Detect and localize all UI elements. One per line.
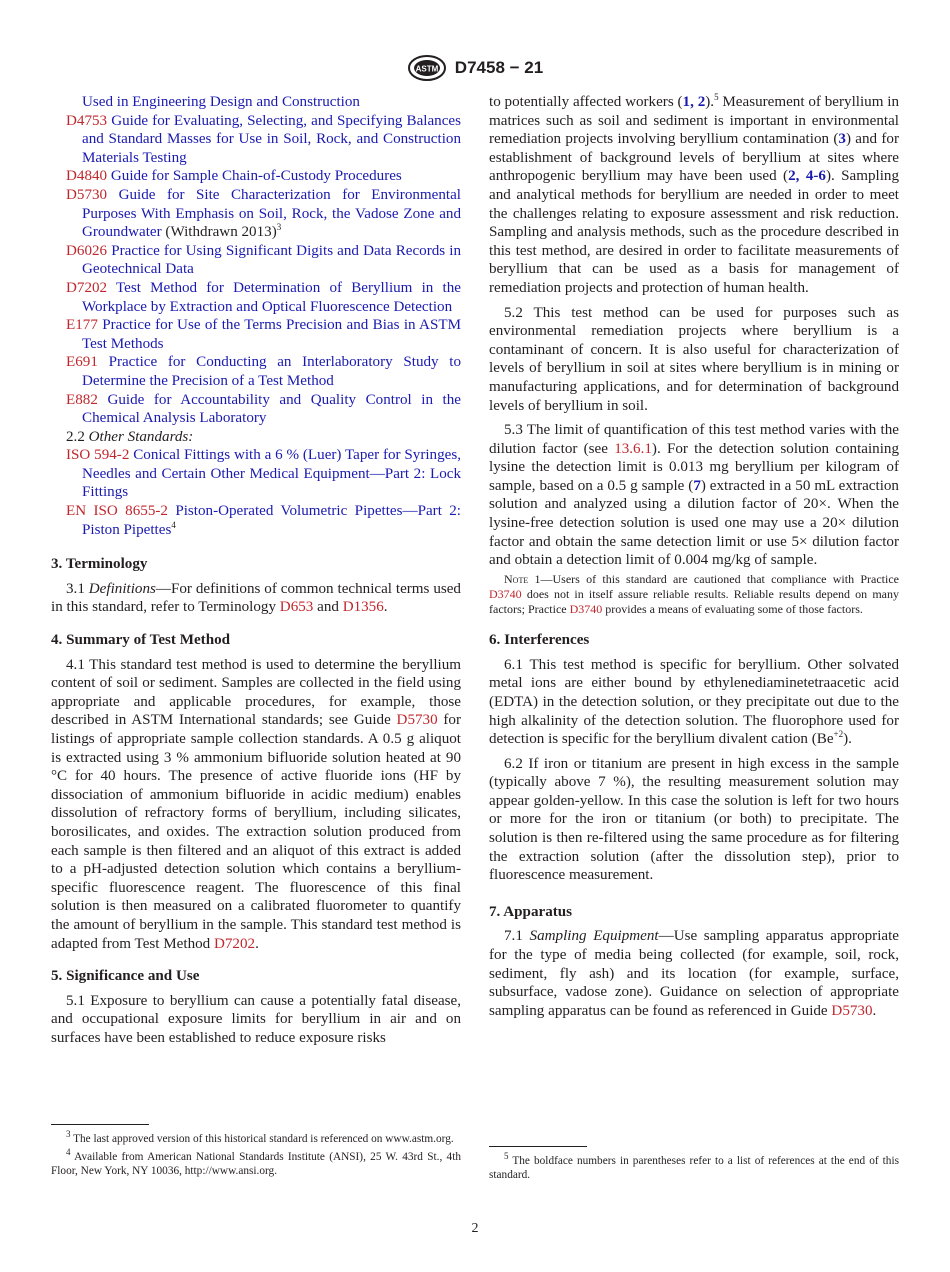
other-standards-heading: 2.2 Other Standards:	[66, 428, 194, 445]
section-5-3: 5.3 The limit of quantification of this test method varies with the dilution factor (see 13.6.1). For the detection solution containing lysine the detection limit is 0.013 mg beryllium per kilogram of sample, based on a 0.5 g sample (7) extracted in a 50 mL extraction solution and analyzed using a dilution factor of 20×. When the lysine-free detection solution is used one may use a 20× dilution factor and obtain the same detection limit or use 5× dilution factor and obtain a detection limit of 0.004 mg/kg of sample.	[489, 422, 900, 569]
astm-logo-icon	[407, 54, 447, 82]
link-d7202[interactable]: D7202	[213, 935, 256, 952]
link-13-6-1[interactable]: 13.6.1	[614, 440, 652, 457]
reference-iso-594-2: ISO 594-2 Conical Fittings with a 6 % (Luer) Taper for Syringes, Needles and Certain Other Medical Equipment—Part 2: Lock Fittings	[66, 447, 461, 501]
citation-7[interactable]: 7	[693, 477, 701, 494]
page-number: 2	[471, 1221, 479, 1236]
link-d1356[interactable]: D1356	[342, 599, 384, 616]
reference-en-iso-8655-2: EN ISO 8655-2 Piston-Operated Volumetric Pipettes—Part 2: Piston Pipettes$^4$	[66, 503, 461, 538]
reference-d4840: D4840 Guide for Sample Chain-of-Custody Procedures	[66, 168, 402, 185]
reference-d5730: D5730 Guide for Site Characterization for Environmental Purposes With Emphasis on Soil, Rock, the Vadose Zone and Groundwater (Withdrawn 2013)$^3$	[66, 186, 461, 241]
section-5-1: 5.1 Exposure to beryllium can cause a potentially fatal disease, and occupational exposure limits for beryllium in air and on surfaces have been established to reduce exposure risks	[51, 992, 461, 1046]
reference-d6026: D6026 Practice for Using Significant Digits and Data Records in Geotechnical Data	[66, 242, 462, 278]
link-d3740[interactable]: D3740	[489, 586, 522, 601]
citation-3[interactable]: 3	[838, 131, 846, 148]
note-1: Note 1—Users of this standard are cautioned that compliance with Practice D3740 does not in itself assure reliable results. Reliable results depend on many factors; Practice D3740 provides a means of evaluating some of those factors.	[489, 571, 900, 617]
section-7-1: 7.1 Sampling Equipment—Use sampling apparatus appropriate for the type of media being collected (for example, soil, rock, sediment, fly ash) and its location (for example, surface, subsurface, vadose zone). Guidance on selection of appropriate sampling apparatus can be found as referenced in Guide D5730.	[489, 928, 899, 1019]
page-header	[0, 54, 950, 82]
section-4-heading: 4. Summary of Test Method	[51, 632, 231, 649]
reference-e691: E691 Practice for Conducting an Interlaboratory Study to Determine the Precision of a Test Method	[66, 354, 462, 389]
reference-e177: E177 Practice for Use of the Terms Precision and Bias in ASTM Test Methods	[66, 317, 461, 352]
section-5-2: 5.2 This test method can be used for purposes such as environmental remediation projects where beryllium is a contaminant of concern. It is also useful for characterization of levels of beryllium in soil at sites where beryllium is in mining or manufacturing applications, and for determination of background levels of beryllium in soil.	[489, 304, 899, 414]
left-footnotes	[51, 1124, 461, 1183]
footnote-rule	[51, 1124, 149, 1125]
link-d5730-2[interactable]: D5730	[831, 1002, 873, 1019]
section-6-2: 6.2 If iron or titanium are present in high excess in the sample (typically above 7 %), the resulting measurement solution may appear golden-yellow. In this case the solution is left for two hours or more for the iron or titanium (or both) to precipitate. The solution is then re-filtered using the same procedure as for filtering the extraction solution (after the dissolution step), prior to fluorescence measurement.	[489, 755, 899, 884]
designation: D7458 − 21	[454, 58, 544, 77]
right-column	[489, 93, 899, 1026]
reference-e882: E882 Guide for Accountability and Quality Control in the Chemical Analysis Laboratory	[66, 391, 462, 427]
link-d3740-2[interactable]: D3740	[569, 602, 603, 617]
section-5-heading: 5. Significance and Use	[51, 968, 200, 985]
section-7-heading: 7. Apparatus	[489, 903, 573, 920]
link-d653[interactable]: D653	[279, 599, 314, 616]
reference-continuation: Used in Engineering Design and Construction	[82, 94, 360, 110]
reference-d4753: D4753 Guide for Evaluating, Selecting, and Specifying Balances and Standard Masses for Use in Soil, Rock, and Construction Materials Testing	[66, 112, 461, 166]
citation-2-4-6[interactable]: 2, 4-6	[788, 168, 826, 185]
section-6-heading: 6. Interferences	[489, 632, 590, 649]
section-3-1: 3.1 Definitions—For definitions of common technical terms used in this standard, refer to Terminology D653 and D1356.	[51, 580, 461, 616]
right-footnotes	[489, 1146, 899, 1187]
left-column	[51, 93, 461, 1054]
svg-text:ASTM: ASTM	[415, 64, 439, 74]
section-3-heading: 3. Terminology	[51, 556, 148, 573]
footnote-4: $^4$ Available from American National Standards Institute (ANSI), 25 W. 43rd St., 4th Floor, New York, NY 10036, http://www.ansi.org.	[51, 1147, 461, 1177]
citation-1-2[interactable]: 1, 2	[682, 94, 706, 110]
section-5-1-continued: to potentially affected workers (1, 2).$^5$ Measurement of beryllium in matrices such as soil and sediment is important in environmental remediation projects involving beryllium contamination (3) and for establishment of background levels of beryllium at sites where anthropogenic beryllium may have been used (2, 4-6). Sampling and analytical methods for beryllium are needed in order to meet the challenges relating to exposure assessment and risk reduction. Sampling and analysis methods, such as the procedure described in this test method, are desired in order to facilitate measurements of beryllium that can be used as a basis for management of remediation projects and protection of human health.	[489, 91, 899, 296]
link-d5730[interactable]: D5730	[396, 712, 438, 729]
reference-d7202: D7202 Test Method for Determination of Beryllium in the Workplace by Extraction and Optical Fluorescence Detection	[66, 279, 461, 315]
footnote-rule-right	[489, 1146, 587, 1147]
footnote-5: $^5$ The boldface numbers in parentheses refer to a list of references at the end of this standard.	[489, 1151, 899, 1181]
section-6-1: 6.1 This test method is specific for beryllium. Other solvated metal ions are either bound by ethylenediaminetetraacetic acid (EDTA) in the detection solution, or they precipitate out due to the high alkalinity of the detection solution. The fluorophore used for detection is specific for the beryllium divalent cation $(Be^{+2})$.	[489, 656, 899, 748]
footnote-3: $^3$ The last approved version of this historical standard is referenced on www.astm.org.	[66, 1129, 454, 1145]
section-4-1: 4.1 This standard test method is used to determine the beryllium content of soil or sediment. Samples are collected in the field using appropriate and applicable procedures, for example, those described in ASTM International standards; see Guide D5730 for listings of appropriate sample collection standards. A 0.5 g aliquot is extracted using 3 % ammonium bifluoride solution heated at 90 °C for 40 hours. The presence of active fluoride ions (HF by dissociation of ammonium bifluoride in acidic medium) enables dissolution of refractory forms of beryllium, including silicates, borosilicates, and oxides. The extraction solution produced from each sample is then filtered and an aliquot of this extract is added to a pH-adjusted detection solution which contains a beryllium-specific fluorescence reagent. The fluorescence of this final solution is then measured on a calibrated fluorometer to quantify the amount of beryllium in the sample. This standard test method is adapted from Test Method D7202.	[51, 656, 462, 952]
